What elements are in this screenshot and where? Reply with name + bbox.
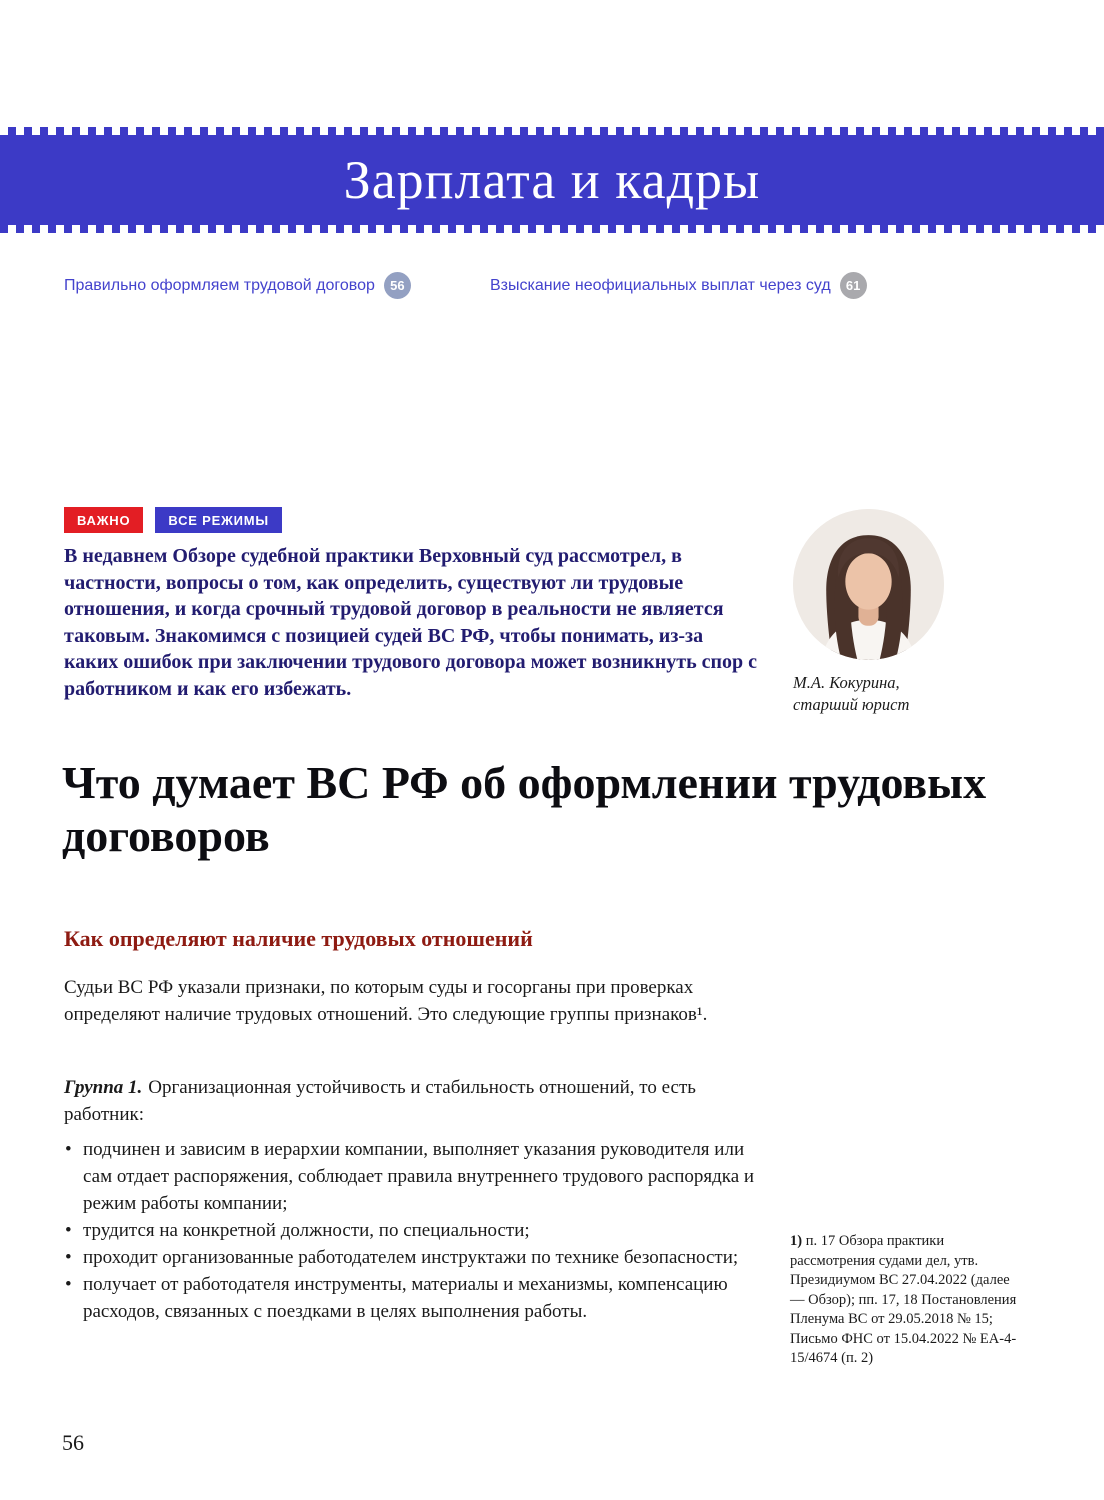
bullet-item: • подчинен и зависим в иерархии компании, выполняет указания руководителя или сам отдает распоряжения, соблюдает правила внутреннего трудового распорядка и режим работы компании; [64,1136,762,1217]
page-number: 56 [62,1430,84,1455]
footnote-text: п. 17 Обзора практики рассмотрения судами дел, утв. Президиумом ВС 27.04.2022 (далее — Обзор); пп. 17, 18 Постановления Пленума ВС от 29.05.2018 № 15; Письмо ФНС от 15.04.2022 № ЕА-4-15/4674 (п. 2) [790,1233,1017,1366]
toc-page-badge-56[interactable]: 56 [384,272,411,299]
author-photo [793,509,944,660]
group1-text: Организационная устойчивость и стабильность отношений, то есть работник: [64,1077,696,1125]
group1-bullet-list [64,1136,762,1325]
toc-page-badge-61[interactable]: 61 [840,272,867,299]
section-title: Зарплата и кадры [343,150,761,210]
bullet-item: • трудится на конкретной должности, по специальности; [64,1217,762,1244]
article-tags [64,507,282,533]
toc-entry-1 [64,272,411,299]
author-name: М.А. Кокурина, [793,673,900,692]
tag-important: ВАЖНО [64,507,143,533]
group1-paragraph [64,1074,757,1128]
footnote-1 [790,1232,1025,1369]
bullet-item: • получает от работодателя инструменты, материалы и механизмы, компенсацию расходов, связанных с поездками в целях выполнения работы. [64,1271,762,1325]
section-banner [0,127,1104,233]
author-role: старший юрист [793,695,910,714]
toc-link-labor-contract[interactable]: Правильно оформляем трудовой договор [64,276,375,294]
tag-all-regimes: ВСЕ РЕЖИМЫ [155,507,282,533]
article-lede: В недавнем Обзоре судебной практики Верховный суд рассмотрел, в частности, вопросы о том, как определить, существуют ли трудовые отношения, и когда срочный трудовой договор в реальности не является таковым. Знакомимся с позицией судей ВС РФ, чтобы понимать, из-за каких ошибок при заключении трудового договора может возникнуть спор с работником и как его избежать. [64,545,758,700]
section-subhead: Как определяют наличие трудовых отношений [64,926,533,951]
author-portrait-illustration [793,509,944,660]
article-headline: Что думает ВС РФ об оформлении трудовых договоров [62,757,987,861]
group1-label: Группа 1. [64,1077,143,1098]
footnote-marker: 1) [790,1233,803,1249]
toc-link-unofficial-payments[interactable]: Взыскание неофициальных выплат через суд [490,276,831,294]
section-intro-paragraph: Судьи ВС РФ указали признаки, по которым суды и госорганы при проверках определяют наличие трудовых отношений. Это следующие группы признаков¹. [64,977,708,1025]
author-caption [793,672,909,716]
bullet-item: • проходит организованные работодателем инструктажи по технике безопасности; [64,1244,762,1271]
toc-entry-2 [490,272,867,299]
